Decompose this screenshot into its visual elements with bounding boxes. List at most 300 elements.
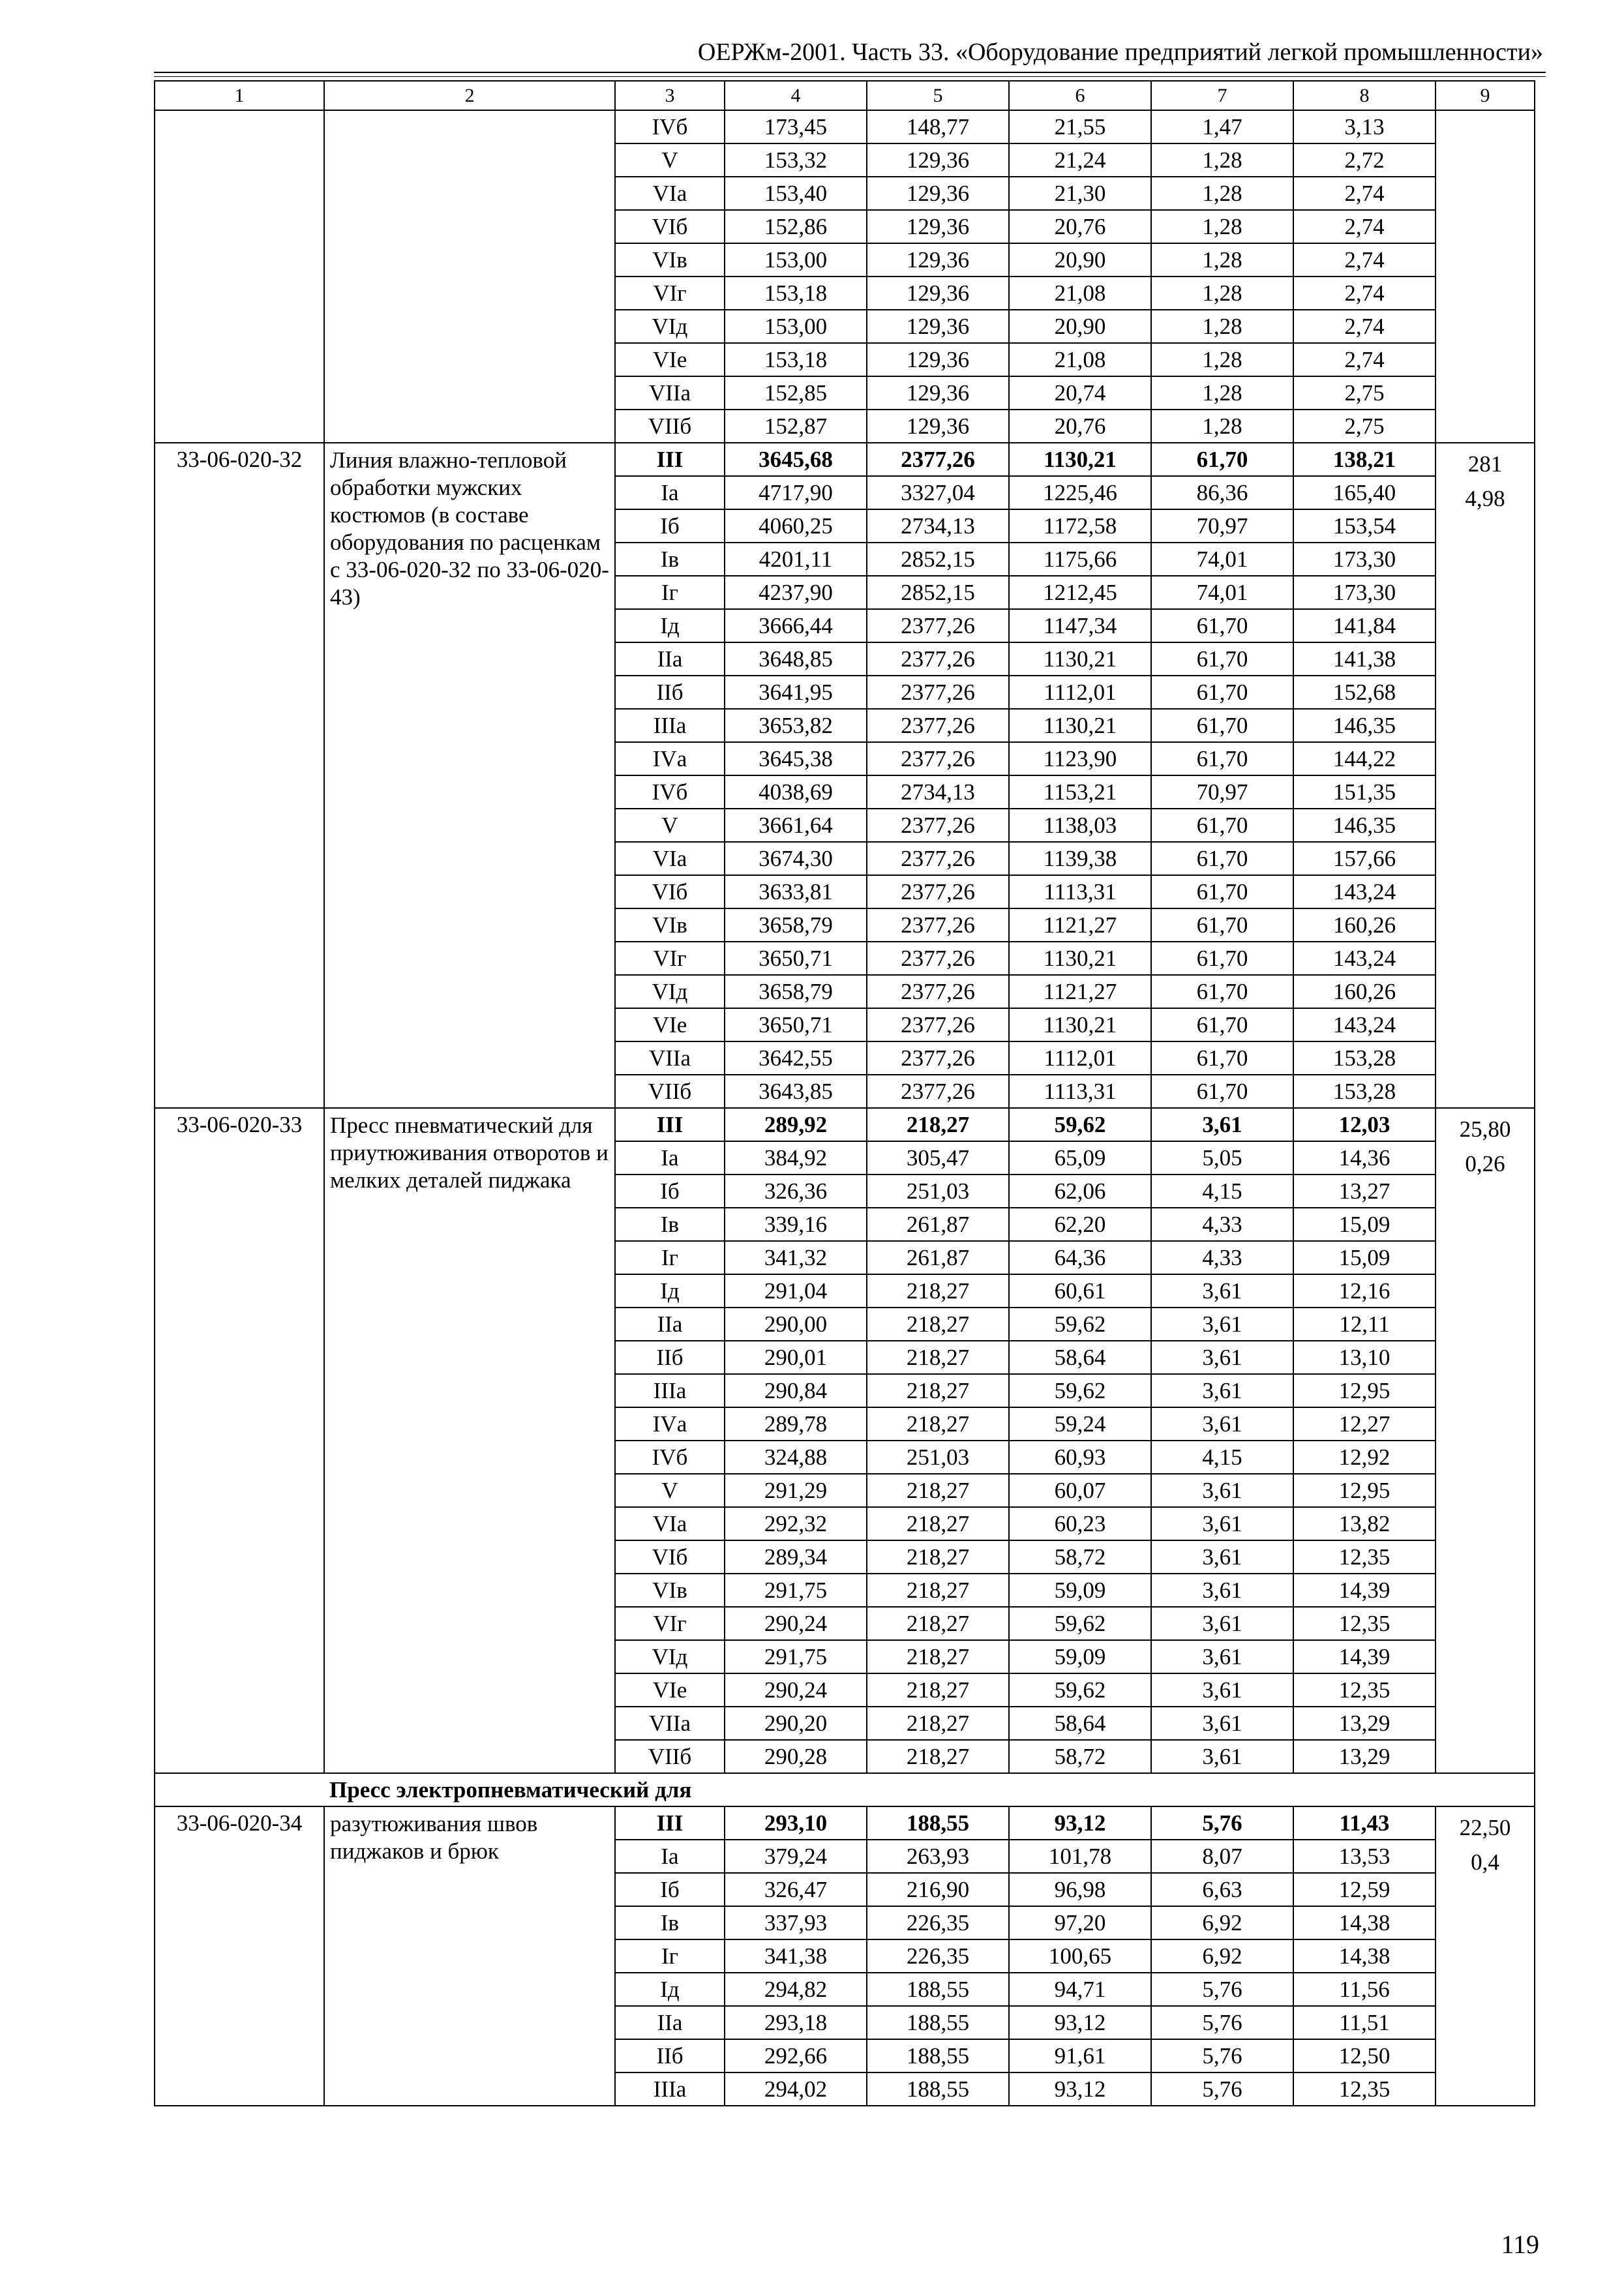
value-cell: 2377,26 <box>867 842 1009 875</box>
value-cell: 86,36 <box>1151 476 1293 509</box>
value-cell: 4060,25 <box>725 509 867 543</box>
value-cell: 290,20 <box>725 1707 867 1740</box>
extra-cell <box>1436 110 1535 443</box>
group-cell: VIд <box>615 310 725 343</box>
group-cell: VIIб <box>615 410 725 443</box>
value-cell: 61,70 <box>1151 1008 1293 1041</box>
value-cell: 12,92 <box>1293 1441 1436 1474</box>
group-cell: VIа <box>615 177 725 210</box>
group-cell: VIг <box>615 1607 725 1640</box>
value-cell: 226,35 <box>867 1906 1009 1939</box>
value-cell: 141,38 <box>1293 642 1436 676</box>
value-cell: 1139,38 <box>1009 842 1151 875</box>
value-cell: 3645,68 <box>725 443 867 476</box>
group-cell: IIб <box>615 2039 725 2072</box>
name-cell: Линия влажно-тепловой обработки мужских костюмов (в составе оборудования по расценкам с 33-06-020-32 по 33-06-020-43) <box>324 443 615 1108</box>
value-cell: 14,38 <box>1293 1906 1436 1939</box>
value-cell: 64,36 <box>1009 1241 1151 1274</box>
value-cell: 293,18 <box>725 2006 867 2039</box>
value-cell: 218,27 <box>867 1108 1009 1141</box>
value-cell: 5,76 <box>1151 2006 1293 2039</box>
value-cell: 2,74 <box>1293 277 1436 310</box>
value-cell: 101,78 <box>1009 1840 1151 1873</box>
value-cell: 3650,71 <box>725 1008 867 1041</box>
group-cell: Iв <box>615 1906 725 1939</box>
extra-cell <box>1436 1806 1535 2106</box>
value-cell: 1,28 <box>1151 310 1293 343</box>
value-cell: 157,66 <box>1293 842 1436 875</box>
value-cell: 3,61 <box>1151 1407 1293 1441</box>
value-cell: 143,24 <box>1293 942 1436 975</box>
group-cell: VIIб <box>615 1075 725 1108</box>
value-cell: 4,15 <box>1151 1174 1293 1208</box>
rates-table <box>154 80 1535 2106</box>
value-cell: 3,61 <box>1151 1108 1293 1141</box>
value-cell: 61,70 <box>1151 742 1293 775</box>
value-cell: 61,70 <box>1151 642 1293 676</box>
value-cell: 1123,90 <box>1009 742 1151 775</box>
value-cell: 290,24 <box>725 1607 867 1640</box>
value-cell: 291,75 <box>725 1574 867 1607</box>
value-cell: 218,27 <box>867 1474 1009 1507</box>
value-cell: 74,01 <box>1151 543 1293 576</box>
value-cell: 3,61 <box>1151 1574 1293 1607</box>
value-cell: 60,07 <box>1009 1474 1151 1507</box>
group-cell: Iб <box>615 1174 725 1208</box>
value-cell: 2377,26 <box>867 875 1009 908</box>
value-cell: 218,27 <box>867 1274 1009 1308</box>
value-cell: 3661,64 <box>725 809 867 842</box>
value-cell: 1,28 <box>1151 410 1293 443</box>
value-cell: 4,33 <box>1151 1241 1293 1274</box>
name-cell <box>324 110 615 443</box>
group-cell: Iг <box>615 576 725 609</box>
value-cell: 291,75 <box>725 1640 867 1673</box>
table-row <box>155 1806 1535 1840</box>
value-cell: 3,61 <box>1151 1274 1293 1308</box>
value-cell: 13,29 <box>1293 1740 1436 1773</box>
group-cell: Iг <box>615 1939 725 1973</box>
value-cell: 294,02 <box>725 2072 867 2106</box>
value-cell: 4237,90 <box>725 576 867 609</box>
section-title: Пресс электропневматический для <box>324 1773 1535 1806</box>
code-cell: 33-06-020-33 <box>155 1108 324 1773</box>
value-cell: 2377,26 <box>867 1075 1009 1108</box>
value-cell: 3658,79 <box>725 975 867 1008</box>
value-cell: 160,26 <box>1293 908 1436 942</box>
value-cell: 93,12 <box>1009 2006 1151 2039</box>
value-cell: 3327,04 <box>867 476 1009 509</box>
code-cell <box>155 110 324 443</box>
extra-value: 0,26 <box>1465 1151 1505 1176</box>
value-cell: 70,97 <box>1151 775 1293 809</box>
group-cell: VIа <box>615 1507 725 1540</box>
value-cell: 21,30 <box>1009 177 1151 210</box>
value-cell: 21,08 <box>1009 277 1151 310</box>
group-cell: Iд <box>615 1973 725 2006</box>
group-cell: VIб <box>615 210 725 243</box>
group-cell: VIд <box>615 1640 725 1673</box>
group-cell: Iв <box>615 1208 725 1241</box>
value-cell: 305,47 <box>867 1141 1009 1174</box>
value-cell: 58,72 <box>1009 1740 1151 1773</box>
value-cell: 3674,30 <box>725 842 867 875</box>
value-cell: 290,28 <box>725 1740 867 1773</box>
value-cell: 1,28 <box>1151 143 1293 177</box>
value-cell: 148,77 <box>867 110 1009 143</box>
table-row <box>155 1108 1535 1141</box>
value-cell: 59,62 <box>1009 1673 1151 1707</box>
value-cell: 2377,26 <box>867 942 1009 975</box>
value-cell: 1113,31 <box>1009 875 1151 908</box>
value-cell: 12,16 <box>1293 1274 1436 1308</box>
value-cell: 251,03 <box>867 1441 1009 1474</box>
value-cell: 20,76 <box>1009 410 1151 443</box>
value-cell: 3666,44 <box>725 609 867 642</box>
value-cell: 58,64 <box>1009 1707 1151 1740</box>
value-cell: 218,27 <box>867 1673 1009 1707</box>
value-cell: 3,61 <box>1151 1673 1293 1707</box>
value-cell: 59,24 <box>1009 1407 1151 1441</box>
name-cell: Пресс пневматический для приутюживания отворотов и мелких деталей пиджака <box>324 1108 615 1773</box>
value-cell: 379,24 <box>725 1840 867 1873</box>
value-cell: 3,61 <box>1151 1640 1293 1673</box>
code-cell: 33-06-020-32 <box>155 443 324 1108</box>
value-cell: 1113,31 <box>1009 1075 1151 1108</box>
value-cell: 1,28 <box>1151 343 1293 376</box>
group-cell: Iв <box>615 543 725 576</box>
value-cell: 129,36 <box>867 310 1009 343</box>
value-cell: 3650,71 <box>725 942 867 975</box>
value-cell: 291,04 <box>725 1274 867 1308</box>
value-cell: 1147,34 <box>1009 609 1151 642</box>
group-cell: IVа <box>615 742 725 775</box>
value-cell: 129,36 <box>867 210 1009 243</box>
value-cell: 1130,21 <box>1009 642 1151 676</box>
value-cell: 61,70 <box>1151 1041 1293 1075</box>
value-cell: 218,27 <box>867 1507 1009 1540</box>
value-cell: 188,55 <box>867 1806 1009 1840</box>
group-cell: III <box>615 1108 725 1141</box>
group-cell: VIе <box>615 1673 725 1707</box>
value-cell: 218,27 <box>867 1341 1009 1374</box>
value-cell: 3,61 <box>1151 1507 1293 1540</box>
value-cell: 289,92 <box>725 1108 867 1141</box>
value-cell: 6,63 <box>1151 1873 1293 1906</box>
value-cell: 151,35 <box>1293 775 1436 809</box>
group-cell: Iа <box>615 476 725 509</box>
value-cell: 152,85 <box>725 376 867 410</box>
value-cell: 129,36 <box>867 277 1009 310</box>
value-cell: 4201,11 <box>725 543 867 576</box>
group-cell: IIIа <box>615 709 725 742</box>
value-cell: 70,97 <box>1151 509 1293 543</box>
value-cell: 1153,21 <box>1009 775 1151 809</box>
value-cell: 20,76 <box>1009 210 1151 243</box>
value-cell: 337,93 <box>725 1906 867 1939</box>
value-cell: 146,35 <box>1293 709 1436 742</box>
value-cell: 61,70 <box>1151 443 1293 476</box>
value-cell: 3,61 <box>1151 1607 1293 1640</box>
group-cell: IVб <box>615 110 725 143</box>
value-cell: 60,93 <box>1009 1441 1151 1474</box>
group-cell: IIа <box>615 2006 725 2039</box>
value-cell: 290,00 <box>725 1308 867 1341</box>
section-title-row <box>155 1773 1535 1806</box>
value-cell: 160,26 <box>1293 975 1436 1008</box>
extra-cell <box>1436 1108 1535 1773</box>
group-cell: IIIа <box>615 2072 725 2106</box>
group-cell: Iб <box>615 509 725 543</box>
value-cell: 1175,66 <box>1009 543 1151 576</box>
value-cell: 2377,26 <box>867 1008 1009 1041</box>
value-cell: 20,74 <box>1009 376 1151 410</box>
value-cell: 5,76 <box>1151 1973 1293 2006</box>
value-cell: 2,75 <box>1293 376 1436 410</box>
value-cell: 152,86 <box>725 210 867 243</box>
value-cell: 1112,01 <box>1009 1041 1151 1075</box>
value-cell: 129,36 <box>867 410 1009 443</box>
value-cell: 13,53 <box>1293 1840 1436 1873</box>
column-number-cell: 6 <box>1009 81 1151 110</box>
value-cell: 3645,38 <box>725 742 867 775</box>
value-cell: 138,21 <box>1293 443 1436 476</box>
value-cell: 1,28 <box>1151 210 1293 243</box>
group-cell: VIв <box>615 243 725 277</box>
value-cell: 3,61 <box>1151 1740 1293 1773</box>
value-cell: 1130,21 <box>1009 443 1151 476</box>
value-cell: 3642,55 <box>725 1041 867 1075</box>
value-cell: 20,90 <box>1009 243 1151 277</box>
value-cell: 21,24 <box>1009 143 1151 177</box>
value-cell: 129,36 <box>867 243 1009 277</box>
value-cell: 188,55 <box>867 2039 1009 2072</box>
value-cell: 188,55 <box>867 1973 1009 2006</box>
value-cell: 12,35 <box>1293 2072 1436 2106</box>
group-cell: VIа <box>615 842 725 875</box>
table-row <box>155 443 1535 476</box>
value-cell: 1,28 <box>1151 177 1293 210</box>
value-cell: 292,66 <box>725 2039 867 2072</box>
value-cell: 2852,15 <box>867 576 1009 609</box>
value-cell: 129,36 <box>867 177 1009 210</box>
value-cell: 8,07 <box>1151 1840 1293 1873</box>
value-cell: 3,61 <box>1151 1374 1293 1407</box>
value-cell: 1,47 <box>1151 110 1293 143</box>
group-cell: VIд <box>615 975 725 1008</box>
value-cell: 218,27 <box>867 1374 1009 1407</box>
page-number: 119 <box>1501 2230 1539 2259</box>
value-cell: 165,40 <box>1293 476 1436 509</box>
empty-cell <box>155 1773 324 1806</box>
value-cell: 173,30 <box>1293 543 1436 576</box>
value-cell: 326,47 <box>725 1873 867 1906</box>
code-cell: 33-06-020-34 <box>155 1806 324 2106</box>
value-cell: 1130,21 <box>1009 942 1151 975</box>
column-number-cell: 9 <box>1436 81 1535 110</box>
value-cell: 261,87 <box>867 1241 1009 1274</box>
table-row <box>155 110 1535 143</box>
value-cell: 1,28 <box>1151 376 1293 410</box>
page-header-title: ОЕРЖм-2001. Часть 33. «Оборудование предприятий легкой промышленности» <box>697 38 1543 66</box>
value-cell: 12,11 <box>1293 1308 1436 1341</box>
value-cell: 290,24 <box>725 1673 867 1707</box>
group-cell: VIIа <box>615 1041 725 1075</box>
group-cell: VIв <box>615 908 725 942</box>
value-cell: 100,65 <box>1009 1939 1151 1973</box>
value-cell: 2,75 <box>1293 410 1436 443</box>
header-rule <box>154 72 1546 77</box>
value-cell: 12,27 <box>1293 1407 1436 1441</box>
column-number-cell: 2 <box>324 81 615 110</box>
value-cell: 61,70 <box>1151 609 1293 642</box>
value-cell: 12,59 <box>1293 1873 1436 1906</box>
value-cell: 2,74 <box>1293 343 1436 376</box>
value-cell: 6,92 <box>1151 1939 1293 1973</box>
value-cell: 61,70 <box>1151 908 1293 942</box>
value-cell: 2,72 <box>1293 143 1436 177</box>
value-cell: 1225,46 <box>1009 476 1151 509</box>
value-cell: 3,61 <box>1151 1707 1293 1740</box>
value-cell: 13,10 <box>1293 1341 1436 1374</box>
group-cell: Iг <box>615 1241 725 1274</box>
value-cell: 3,13 <box>1293 110 1436 143</box>
value-cell: 153,00 <box>725 310 867 343</box>
value-cell: 2734,13 <box>867 775 1009 809</box>
value-cell: 4038,69 <box>725 775 867 809</box>
value-cell: 5,76 <box>1151 2039 1293 2072</box>
value-cell: 384,92 <box>725 1141 867 1174</box>
group-cell: V <box>615 809 725 842</box>
value-cell: 62,20 <box>1009 1208 1151 1241</box>
name-cell: разутюживания швов пиджаков и брюк <box>324 1806 615 2106</box>
value-cell: 153,32 <box>725 143 867 177</box>
value-cell: 14,38 <box>1293 1939 1436 1973</box>
column-number-cell: 3 <box>615 81 725 110</box>
value-cell: 3,61 <box>1151 1341 1293 1374</box>
value-cell: 20,90 <box>1009 310 1151 343</box>
value-cell: 59,09 <box>1009 1640 1151 1673</box>
group-cell: Iд <box>615 609 725 642</box>
group-cell: IIа <box>615 1308 725 1341</box>
value-cell: 3643,85 <box>725 1075 867 1108</box>
value-cell: 2377,26 <box>867 609 1009 642</box>
group-cell: Iа <box>615 1141 725 1174</box>
value-cell: 218,27 <box>867 1540 1009 1574</box>
value-cell: 12,35 <box>1293 1540 1436 1574</box>
value-cell: 61,70 <box>1151 842 1293 875</box>
value-cell: 59,09 <box>1009 1574 1151 1607</box>
value-cell: 2377,26 <box>867 809 1009 842</box>
value-cell: 261,87 <box>867 1208 1009 1241</box>
value-cell: 289,34 <box>725 1540 867 1574</box>
value-cell: 94,71 <box>1009 1973 1151 2006</box>
group-cell: VIб <box>615 1540 725 1574</box>
value-cell: 59,62 <box>1009 1607 1151 1640</box>
value-cell: 61,70 <box>1151 975 1293 1008</box>
value-cell: 143,24 <box>1293 1008 1436 1041</box>
value-cell: 1112,01 <box>1009 676 1151 709</box>
value-cell: 6,92 <box>1151 1906 1293 1939</box>
value-cell: 153,40 <box>725 177 867 210</box>
value-cell: 62,06 <box>1009 1174 1151 1208</box>
value-cell: 129,36 <box>867 343 1009 376</box>
value-cell: 4,15 <box>1151 1441 1293 1474</box>
value-cell: 3658,79 <box>725 908 867 942</box>
value-cell: 188,55 <box>867 2072 1009 2106</box>
value-cell: 12,95 <box>1293 1474 1436 1507</box>
group-cell: VIIа <box>615 1707 725 1740</box>
value-cell: 1,28 <box>1151 277 1293 310</box>
group-cell: VIе <box>615 343 725 376</box>
value-cell: 12,95 <box>1293 1374 1436 1407</box>
value-cell: 3641,95 <box>725 676 867 709</box>
value-cell: 152,68 <box>1293 676 1436 709</box>
value-cell: 14,39 <box>1293 1640 1436 1673</box>
value-cell: 93,12 <box>1009 1806 1151 1840</box>
value-cell: 3653,82 <box>725 709 867 742</box>
value-cell: 3,61 <box>1151 1540 1293 1574</box>
value-cell: 13,27 <box>1293 1174 1436 1208</box>
group-cell: III <box>615 443 725 476</box>
value-cell: 12,35 <box>1293 1607 1436 1640</box>
group-cell: IVб <box>615 1441 725 1474</box>
value-cell: 11,56 <box>1293 1973 1436 2006</box>
value-cell: 2852,15 <box>867 543 1009 576</box>
value-cell: 1172,58 <box>1009 509 1151 543</box>
value-cell: 2734,13 <box>867 509 1009 543</box>
value-cell: 13,29 <box>1293 1707 1436 1740</box>
extra-value: 4,98 <box>1465 486 1505 511</box>
value-cell: 290,84 <box>725 1374 867 1407</box>
value-cell: 153,54 <box>1293 509 1436 543</box>
value-cell: 226,35 <box>867 1939 1009 1973</box>
group-cell: V <box>615 143 725 177</box>
group-cell: VIг <box>615 942 725 975</box>
value-cell: 152,87 <box>725 410 867 443</box>
value-cell: 2377,26 <box>867 642 1009 676</box>
value-cell: 173,45 <box>725 110 867 143</box>
value-cell: 2,74 <box>1293 310 1436 343</box>
extra-value: 25,80 <box>1459 1116 1511 1142</box>
value-cell: 59,62 <box>1009 1374 1151 1407</box>
value-cell: 12,50 <box>1293 2039 1436 2072</box>
value-cell: 2,74 <box>1293 177 1436 210</box>
value-cell: 292,32 <box>725 1507 867 1540</box>
group-cell: IIа <box>615 642 725 676</box>
value-cell: 129,36 <box>867 143 1009 177</box>
extra-value: 22,50 <box>1459 1815 1511 1840</box>
value-cell: 218,27 <box>867 1740 1009 1773</box>
extra-value: 281 <box>1467 451 1503 477</box>
value-cell: 218,27 <box>867 1640 1009 1673</box>
value-cell: 1130,21 <box>1009 1008 1151 1041</box>
value-cell: 59,62 <box>1009 1108 1151 1141</box>
value-cell: 129,36 <box>867 376 1009 410</box>
value-cell: 61,70 <box>1151 676 1293 709</box>
value-cell: 153,28 <box>1293 1041 1436 1075</box>
column-number-row <box>155 81 1535 110</box>
value-cell: 218,27 <box>867 1407 1009 1441</box>
value-cell: 93,12 <box>1009 2072 1151 2106</box>
group-cell: IIб <box>615 1341 725 1374</box>
column-number-cell: 1 <box>155 81 324 110</box>
value-cell: 1138,03 <box>1009 809 1151 842</box>
value-cell: 143,24 <box>1293 875 1436 908</box>
group-cell: Iд <box>615 1274 725 1308</box>
value-cell: 339,16 <box>725 1208 867 1241</box>
column-number-cell: 7 <box>1151 81 1293 110</box>
